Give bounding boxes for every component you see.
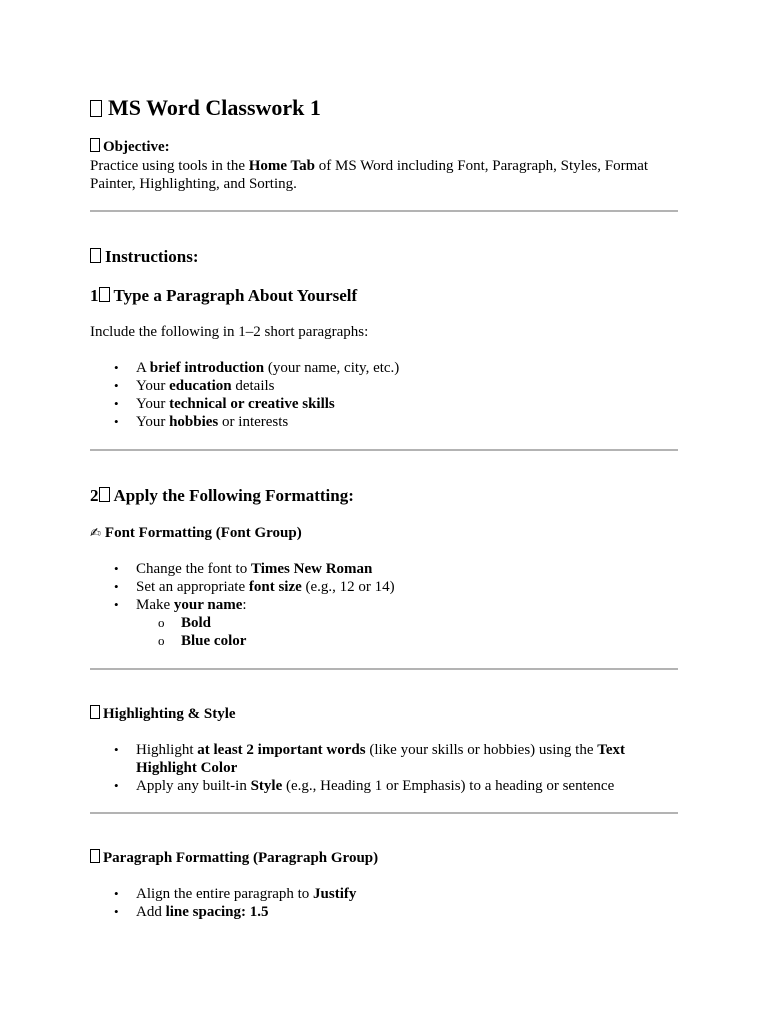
list-item-text: or interests bbox=[218, 414, 289, 430]
missing-glyph-icon bbox=[90, 100, 102, 117]
instructions-heading bbox=[90, 246, 199, 268]
list-item-bold: education bbox=[169, 378, 232, 394]
sub-list-item-text: Blue color bbox=[181, 633, 247, 649]
objective-text-part: Practice using tools in the bbox=[90, 158, 249, 174]
list-item-text: Your bbox=[136, 378, 170, 394]
objective-text bbox=[90, 157, 678, 193]
writing-hand-icon: ✍ bbox=[90, 526, 101, 541]
step-1-heading-text: Type a Paragraph About Yourself bbox=[113, 286, 358, 305]
document-title-text: MS Word Classwork 1 bbox=[108, 95, 321, 120]
list-item bbox=[90, 777, 678, 795]
objective-label bbox=[90, 138, 170, 156]
list-item-text: Your bbox=[136, 396, 170, 412]
step-1-heading bbox=[90, 285, 357, 307]
list-item-text: A bbox=[136, 360, 150, 376]
list-item-bold: line spacing: 1.5 bbox=[165, 904, 269, 920]
step-1-intro: Include the following in 1–2 short paragraphs: bbox=[90, 324, 369, 340]
font-group-heading bbox=[90, 524, 302, 543]
objective-label-text: Objective: bbox=[103, 139, 170, 155]
list-item bbox=[90, 903, 678, 921]
list-item-bold: font size bbox=[248, 579, 302, 595]
step-1-list bbox=[90, 359, 678, 431]
missing-glyph-icon bbox=[90, 248, 101, 263]
list-item bbox=[90, 359, 678, 377]
list-item bbox=[90, 885, 678, 903]
highlight-heading bbox=[90, 705, 236, 723]
list-item-text: Highlight bbox=[136, 742, 198, 758]
list-item-text: Align the entire paragraph to bbox=[136, 886, 314, 902]
missing-glyph-icon bbox=[99, 487, 110, 502]
missing-glyph-icon bbox=[99, 287, 110, 302]
list-item-bold: at least 2 important words bbox=[197, 742, 366, 758]
list-item-text: (like your skills or hobbies) using the bbox=[365, 742, 598, 758]
list-item-text: Change the font to bbox=[136, 561, 251, 577]
missing-glyph-icon bbox=[90, 705, 100, 719]
horizontal-rule bbox=[90, 449, 678, 451]
list-item bbox=[90, 560, 678, 578]
step-2-heading-text: Apply the Following Formatting: bbox=[113, 486, 354, 505]
list-item-bold: hobbies bbox=[169, 414, 219, 430]
list-item bbox=[90, 596, 678, 650]
list-item-bold: technical or creative skills bbox=[169, 396, 335, 412]
list-item-text: Your bbox=[136, 414, 170, 430]
list-item-bold: Justify bbox=[313, 886, 357, 902]
horizontal-rule bbox=[90, 210, 678, 212]
list-item-bold: your name bbox=[173, 597, 243, 613]
step-2-number: 2 bbox=[90, 486, 99, 505]
list-item bbox=[90, 578, 678, 596]
instructions-heading-text: Instructions: bbox=[105, 247, 199, 266]
objective-text-part: of MS Word including Font, Paragraph, Styles, Format Painter, Highlighting, and Sorting. bbox=[90, 158, 649, 192]
step-2-heading bbox=[90, 485, 354, 507]
sub-list-item-text: Bold bbox=[181, 615, 212, 631]
list-item-text: (e.g., Heading 1 or Emphasis) to a heading or sentence bbox=[282, 778, 615, 794]
missing-glyph-icon bbox=[90, 138, 100, 152]
list-item-text: Make bbox=[136, 597, 174, 613]
list-item-bold: Style bbox=[250, 778, 283, 794]
list-item-bold: Times New Roman bbox=[250, 561, 373, 577]
objective-text-bold: Home Tab bbox=[248, 158, 316, 174]
list-item bbox=[90, 395, 678, 413]
font-group-list bbox=[90, 560, 678, 650]
list-item-text: details bbox=[231, 378, 275, 394]
paragraph-group-heading-text: Paragraph Formatting (Paragraph Group) bbox=[103, 850, 379, 866]
list-item-text: : bbox=[242, 597, 247, 613]
list-item bbox=[90, 413, 678, 431]
sub-list bbox=[136, 614, 678, 650]
paragraph-group-heading bbox=[90, 849, 378, 867]
missing-glyph-icon bbox=[90, 849, 100, 863]
sub-list-item bbox=[136, 632, 678, 650]
list-item-text: (e.g., 12 or 14) bbox=[301, 579, 395, 595]
list-item bbox=[90, 741, 678, 777]
highlight-list bbox=[90, 741, 678, 795]
horizontal-rule bbox=[90, 812, 678, 814]
highlight-heading-text: Highlighting & Style bbox=[103, 706, 236, 722]
font-group-heading-text: Font Formatting (Font Group) bbox=[104, 525, 302, 541]
sub-list-item bbox=[136, 614, 678, 632]
paragraph-group-list bbox=[90, 885, 678, 921]
list-item-text: Add bbox=[136, 904, 166, 920]
list-item-text: (your name, city, etc.) bbox=[264, 360, 400, 376]
list-item-bold: Text Highlight Color bbox=[136, 742, 626, 776]
document-title bbox=[90, 94, 321, 122]
horizontal-rule bbox=[90, 668, 678, 670]
list-item-text: Apply any built-in bbox=[136, 778, 251, 794]
list-item-bold: brief introduction bbox=[149, 360, 265, 376]
list-item bbox=[90, 377, 678, 395]
step-1-number: 1 bbox=[90, 286, 99, 305]
list-item-text: Set an appropriate bbox=[136, 579, 249, 595]
